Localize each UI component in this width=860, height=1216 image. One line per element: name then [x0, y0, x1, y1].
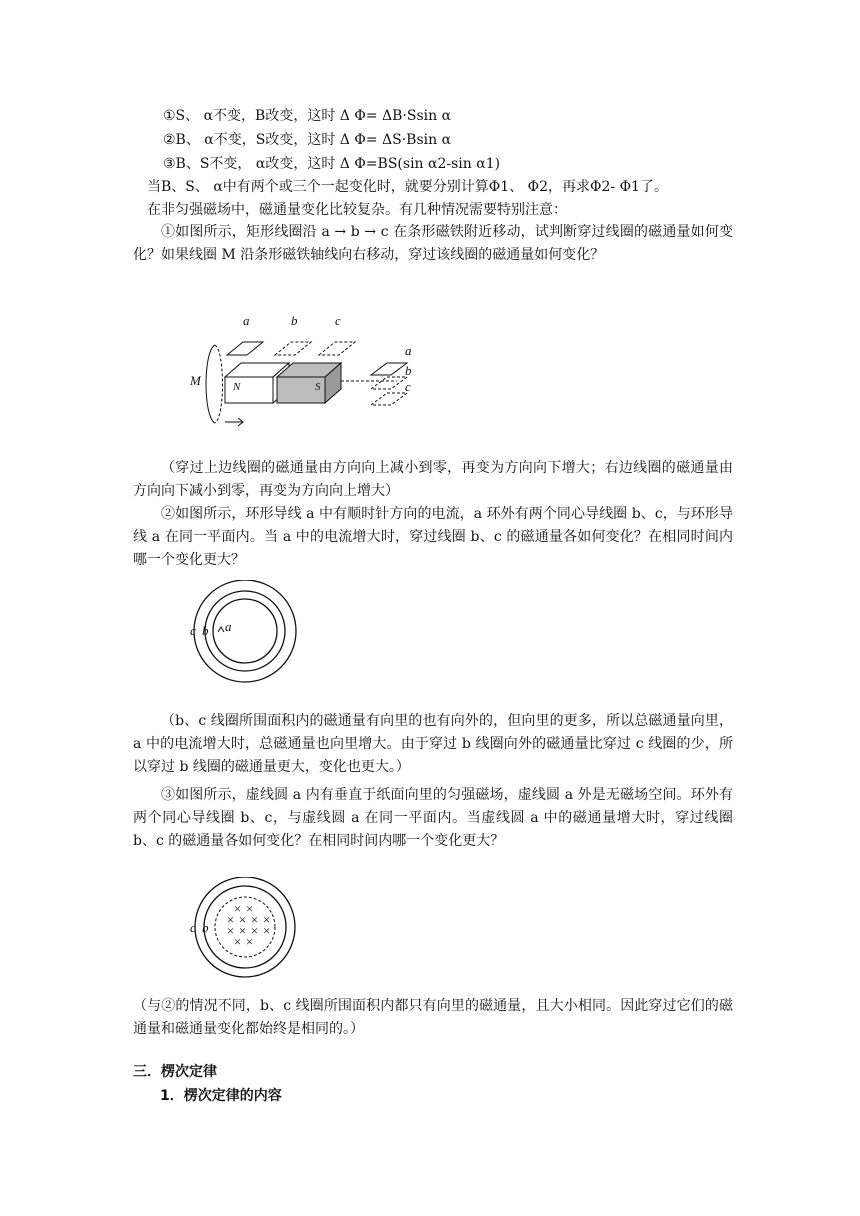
label-b-right: b [405, 363, 412, 378]
svg-text:× × × ×: × × × × [226, 912, 271, 927]
coil-b-middle [205, 591, 285, 671]
label-c-right: c [405, 379, 411, 394]
coil-m-back [215, 345, 223, 423]
label-N: N [233, 381, 241, 393]
nonuniform-note: 在非匀强磁场中，磁通量变化比较复杂。有几种情况需要特别注意： [147, 202, 567, 218]
case2-answer: （b、c 线圈所围面积内的磁通量有向里的也有向外的，但向里的更多，所以总磁通量向里，a 中的电流增大时，总磁通量也向里增大。由于穿过 b 线圈向外的磁通量比穿过 c 线圈的少，所以穿过 b 线圈的磁通量更大，变化也更大。） [133, 713, 733, 775]
coil-m-front [206, 345, 215, 423]
label-c-top: c [335, 313, 341, 328]
section-subheading: 1．楞次定律的内容 [160, 1088, 282, 1104]
coil-a-right [371, 363, 407, 375]
label-b: b [202, 623, 209, 638]
label-a: a [225, 619, 232, 634]
label-b: b [202, 920, 209, 935]
label-a-top: a [243, 313, 250, 328]
svg-text:× ×: × × [233, 934, 254, 949]
magnetic-field-figure [185, 877, 305, 983]
coil-b-right [371, 377, 407, 389]
case3-answer: （与②的情况不同，b、c 线圈所围面积内都只有向里的磁通量，且大小相同。因此穿过它们的磁通量和磁通量变化都始终是相同的。） [133, 998, 733, 1037]
section-heading: 三．楞次定律 [133, 1064, 217, 1080]
label-c: c [190, 920, 196, 935]
label-M: M [190, 373, 201, 388]
formula-line-3: ③B、S不变， α改变，这时 Δ Φ=BS(sin α2-sin α1) [163, 156, 501, 172]
concentric-current-figure [185, 580, 305, 690]
case3-question: ③如图所示，虚线圆 a 内有垂直于纸面向里的匀强磁场，虚线圆 a 外是无磁场空间。环外有两个同心导线圈 b、c，与虚线圆 a 在同一平面内。当虚线圆 a 中的磁通量增大时，穿过线圈 b、c 的磁通量各如何变化？在相同时间内哪一个变化更大？ [133, 787, 733, 849]
label-a-right: a [405, 343, 412, 358]
case1-answer: （穿过上边线圈的磁通量由方向向上减小到零，再变为方向向下增大；右边线圈的磁通量由方向向下减小到零，再变为方向向上增大） [133, 460, 733, 499]
formula-line-2: ②B、 α不变，S改变，这时 Δ Φ= ΔS·Bsin α [163, 132, 452, 148]
field-into-page-marks [226, 901, 271, 949]
magnet-coil-figure [185, 305, 445, 435]
svg-text:× × × ×: × × × × [226, 923, 271, 938]
coil-c-outer [194, 580, 296, 682]
coil-b-top [275, 342, 311, 355]
ring-a-inner [213, 599, 277, 663]
case1-question: ①如图所示，矩形线圈沿 a → b → c 在条形磁铁附近移动，试判断穿过线圈的磁通量如何变化？如果线圈 M 沿条形磁铁轴线向右移动，穿过该线圈的磁通量如何变化？ [133, 224, 733, 263]
case2-question: ②如图所示，环形导线 a 中有顺时针方向的电流，a 环外有两个同心导线圈 b、c，与环形导线 a 在同一平面内。当 a 中的电流增大时，穿过线圈 b、c 的磁通量各如何变化？在相同时间内哪一个变化更大？ [133, 506, 733, 568]
current-direction-arrow [218, 627, 224, 632]
label-S: S [315, 381, 321, 393]
coil-a-top [227, 342, 263, 355]
coil-c-right [371, 393, 407, 405]
label-b-top: b [291, 313, 298, 328]
svg-text:× ×: × × [233, 901, 254, 916]
coil-c-top [319, 342, 355, 355]
label-c: c [190, 623, 196, 638]
formula-line-1: ①S、 α不变，B改变，这时 Δ Φ= ΔB·Ssin α [163, 108, 452, 124]
multi-variable-note: 当B、S、 α中有两个或三个一起变化时，就要分别计算Φ1、 Φ2，再求Φ2- Φ1了。 [147, 179, 668, 195]
